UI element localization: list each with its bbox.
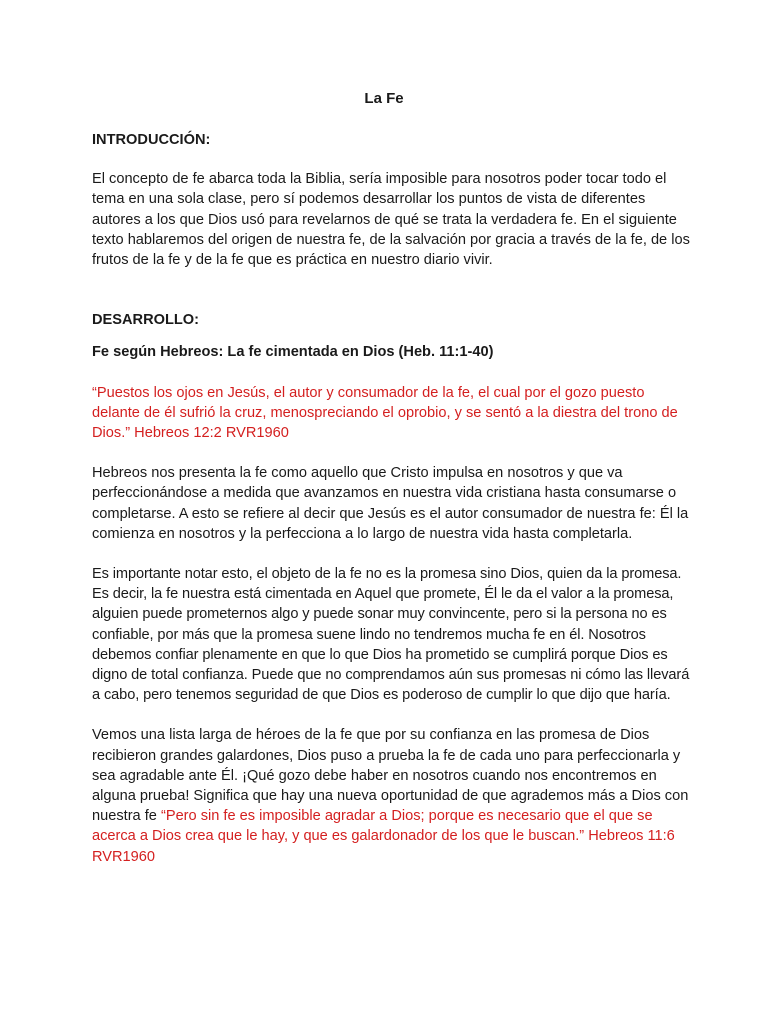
document-title: La Fe: [364, 90, 404, 107]
intro-heading: INTRODUCCIÓN:: [92, 132, 211, 148]
body-paragraph-3: [92, 725, 692, 866]
section-subheading: Fe según Hebreos: La fe cimentada en Dios (Heb. 11:1-40): [92, 344, 494, 361]
document-body: [92, 130, 692, 887]
scripture-quote-hebreos-11-6: “Pero sin fe es imposible agradar a Dios; porque es necesario que el que se acerca a Dios crea que le hay, y que es galardonador de los que le buscan.” Hebreos 11:6 RVR1960: [92, 808, 675, 865]
intro-paragraph: El concepto de fe abarca toda la Biblia, sería imposible para nosotros poder tocar todo el tema en una sola clase, pero sí podemos desarrollar los puntos de vista de diferentes autores a los que Dios usó para revelarnos de qué se trata la verdadera fe. En el siguiente texto hablaremos del origen de nuestra fe, de la salvación por gracia a través de la fe, de los frutos de la fe y de la fe que es práctica en nuestro diario vivir.: [92, 171, 690, 269]
body-paragraph-3-text: Vemos una lista larga de héroes de la fe que por su confianza en las promesa de Dios recibieron grandes galardones, Dios puso a prueba la fe de cada uno para perfeccionarla y sea agradable ante Él. ¡Qué gozo debe haber en nosotros cuando nos encontremos en alguna prueba! Significa que hay una nueva oportunidad de que agrademos más a Dios con nuestra fe: [92, 727, 689, 825]
body-paragraph-2: Es importante notar esto, el objeto de la fe no es la promesa sino Dios, quien da la promesa. Es decir, la fe nuestra está cimentada en Aquel que promete, Él le da el valor a la promesa, alguien puede prometernos algo y puede sonar muy convincente, pero si la persona no es confiable, por más que la promesa suene lindo no tendremos mucha fe en él. Nosotros debemos confiar plenamente en que lo que Dios ha prometido se cumplirá porque Dios es digno de total confianza. Puede que no comprendamos aún sus promesas ni cómo las llevará a cabo, pero tenemos seguridad de que Dios es poderoso de cumplir lo que dijo que haría.: [92, 566, 690, 704]
scripture-quote-hebreos-12-2: “Puestos los ojos en Jesús, el autor y consumador de la fe, el cual por el gozo puesto delante de él sufrió la cruz, menospreciando el oprobio, y se sentó a la diestra del trono de Dios.” Hebreos 12:2 RVR1960: [92, 384, 678, 442]
body-paragraph-1: Hebreos nos presenta la fe como aquello que Cristo impulsa en nosotros y que va perfeccionándose a medida que avanzamos en nuestra vida cristiana hasta consumarse o completarse. A esto se refiere al decir que Jesús es el autor consumador de nuestra fe: Él la comienza en nosotros y la perfecciona a lo largo de nuestra vida hasta completarla.: [92, 465, 689, 542]
development-heading: DESARROLLO:: [92, 312, 200, 329]
